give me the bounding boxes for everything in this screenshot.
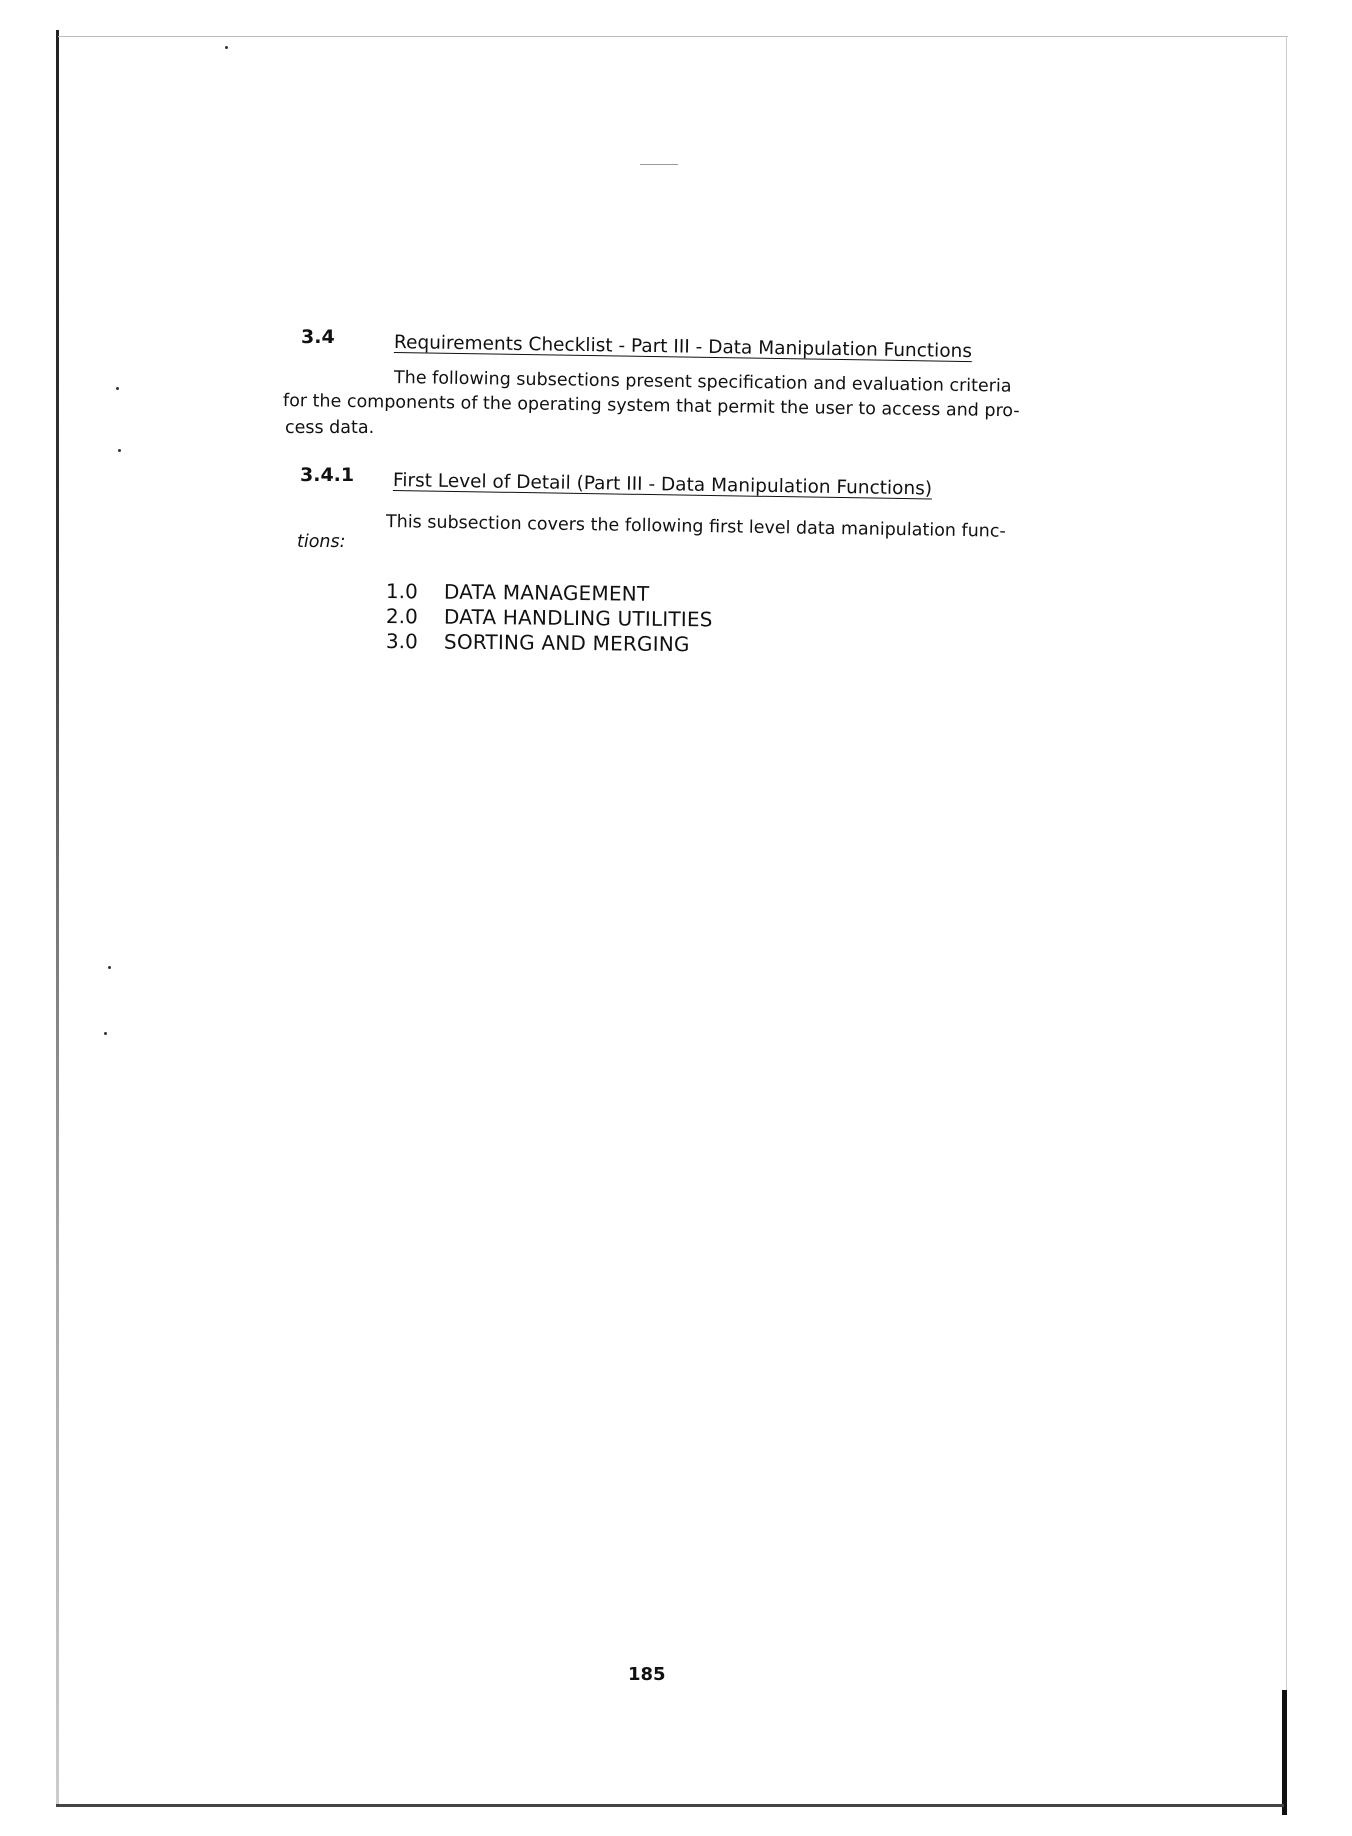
section-3-4-1-heading (300, 464, 933, 500)
list-item-number: 1.0 (385, 579, 418, 604)
list-item (386, 630, 690, 657)
section-3-4-heading (301, 326, 973, 363)
section-number: 3.4 (301, 326, 335, 348)
paragraph-line: for the components of the operating system that permit the user to access and pro- (282, 391, 1020, 422)
list-item-label: SORTING AND MERGING (443, 629, 690, 657)
section-title: First Level of Detail (Part III - Data Manipulation Functions) (392, 470, 933, 500)
section-title: Requirements Checklist - Part III - Data Manipulation Functions (393, 332, 973, 363)
scan-speck (118, 449, 121, 452)
scan-top-edge (58, 36, 1288, 37)
paragraph-line: This subsection covers the following first level data manipulation func- (385, 512, 1006, 542)
scan-speck (108, 966, 111, 969)
scan-mark (640, 164, 678, 165)
paragraph-line: cess data. (285, 418, 375, 438)
scan-speck (225, 46, 228, 49)
paragraph-line: tions: (297, 532, 346, 552)
paragraph-line: The following subsections present specification and evaluation criteria (393, 368, 1012, 397)
scan-speck (116, 387, 119, 390)
scan-bottom-edge (56, 1804, 1284, 1807)
scan-left-edge (56, 30, 59, 1805)
page-number: 185 (628, 1664, 666, 1685)
scan-right-edge (1286, 36, 1287, 1806)
section-number: 3.4.1 (300, 464, 355, 486)
scan-right-edge-dark (1282, 1690, 1287, 1815)
list-item-label: DATA MANAGEMENT (443, 579, 650, 606)
list-item-label: DATA HANDLING UTILITIES (443, 604, 713, 632)
scan-speck (104, 1032, 107, 1035)
list-item (386, 605, 713, 632)
list-item (386, 580, 650, 607)
list-item-number: 3.0 (385, 629, 418, 654)
list-item-number: 2.0 (385, 604, 418, 629)
